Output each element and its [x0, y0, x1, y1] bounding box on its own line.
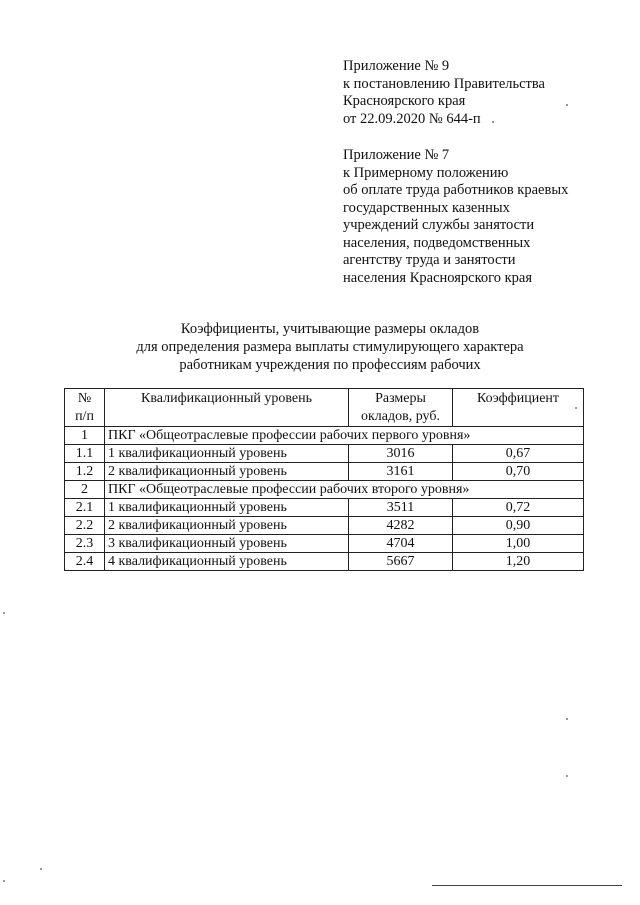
- scan-speck: [3, 612, 5, 614]
- scan-speck: [575, 407, 577, 409]
- appendix-7-line: государственных казенных: [343, 199, 510, 216]
- row-coefficient: 0,67: [453, 445, 584, 463]
- group-number: 1: [65, 427, 105, 445]
- header-salary: [349, 389, 453, 427]
- row-coefficient: 0,90: [453, 517, 584, 535]
- row-level: 4 квалификационный уровень: [105, 553, 349, 571]
- group-name: ПКГ «Общеотраслевые профессии рабочих второго уровня»: [105, 481, 584, 499]
- title-line: для определения размера выплаты стимулирующего характера: [136, 339, 524, 355]
- row-coefficient: 0,72: [453, 499, 584, 517]
- scan-speck: [566, 775, 568, 777]
- row-number: 2.4: [65, 553, 105, 571]
- group-row: [65, 481, 584, 499]
- header-number-line1: №: [77, 391, 92, 406]
- table-row: [65, 553, 584, 571]
- row-level: 2 квалификационный уровень: [105, 463, 349, 481]
- appendix-7-line: к Примерному положению: [343, 164, 509, 181]
- appendix-7-line: об оплате труда работников краевых: [343, 182, 569, 198]
- table-row: [65, 499, 584, 517]
- group-number: 2: [65, 481, 105, 499]
- appendix-9-line: Красноярского края: [343, 93, 466, 109]
- appendix-7-line: агентству труда и занятости: [343, 252, 516, 268]
- row-number: 2.1: [65, 499, 105, 517]
- row-number: 2.2: [65, 517, 105, 535]
- title-line: работникам учреждения по профессиям рабочих: [179, 357, 481, 373]
- coefficients-table: [64, 388, 584, 571]
- appendix-7-line: населения Красноярского края: [343, 269, 533, 286]
- document-title: [70, 320, 590, 374]
- appendix-7-block: [343, 147, 623, 287]
- table-row: [65, 517, 584, 535]
- appendix-9-block: [343, 58, 623, 128]
- row-salary: 4704: [349, 535, 453, 553]
- header-salary-line2: окладов, руб.: [361, 409, 440, 424]
- table-row: [65, 463, 584, 481]
- row-level: 1 квалификационный уровень: [105, 445, 349, 463]
- group-row: [65, 427, 584, 445]
- appendix-9-line: от 22.09.2020 № 644-п: [343, 110, 481, 127]
- scan-speck: [3, 880, 5, 882]
- row-salary: 3161: [349, 463, 453, 481]
- table-row: [65, 535, 584, 553]
- scan-speck: [492, 121, 494, 123]
- row-number: 1.2: [65, 463, 105, 481]
- row-number: 2.3: [65, 535, 105, 553]
- row-salary: 5667: [349, 553, 453, 571]
- row-number: 1.1: [65, 445, 105, 463]
- row-level: 2 квалификационный уровень: [105, 517, 349, 535]
- header-salary-line1: Размеры: [375, 391, 426, 406]
- header-level: Квалификационный уровень: [105, 389, 349, 427]
- appendix-7-line: Приложение № 7: [343, 147, 450, 163]
- title-line: Коэффициенты, учитывающие размеры окладов: [180, 321, 480, 337]
- appendix-7-line: учреждений службы занятости: [343, 217, 535, 233]
- row-coefficient: 1,00: [453, 535, 584, 553]
- table-header-row: [65, 389, 584, 427]
- appendix-9-line: к постановлению Правительства: [343, 75, 545, 92]
- scan-speck: [566, 718, 568, 720]
- row-salary: 3016: [349, 445, 453, 463]
- group-name: ПКГ «Общеотраслевые профессии рабочих первого уровня»: [105, 427, 584, 445]
- scan-speck: [40, 868, 42, 870]
- header-number: [65, 389, 105, 427]
- header-number-line2: п/п: [75, 409, 94, 424]
- footer-rule: [432, 885, 622, 886]
- scan-speck: [566, 104, 568, 106]
- row-level: 1 квалификационный уровень: [105, 499, 349, 517]
- appendix-9-line: Приложение № 9: [343, 58, 450, 74]
- row-coefficient: 1,20: [453, 553, 584, 571]
- row-salary: 4282: [349, 517, 453, 535]
- row-coefficient: 0,70: [453, 463, 584, 481]
- appendix-7-line: населения, подведомственных: [343, 234, 531, 251]
- table-row: [65, 445, 584, 463]
- header-coefficient: Коэффициент: [453, 389, 584, 427]
- row-salary: 3511: [349, 499, 453, 517]
- row-level: 3 квалификационный уровень: [105, 535, 349, 553]
